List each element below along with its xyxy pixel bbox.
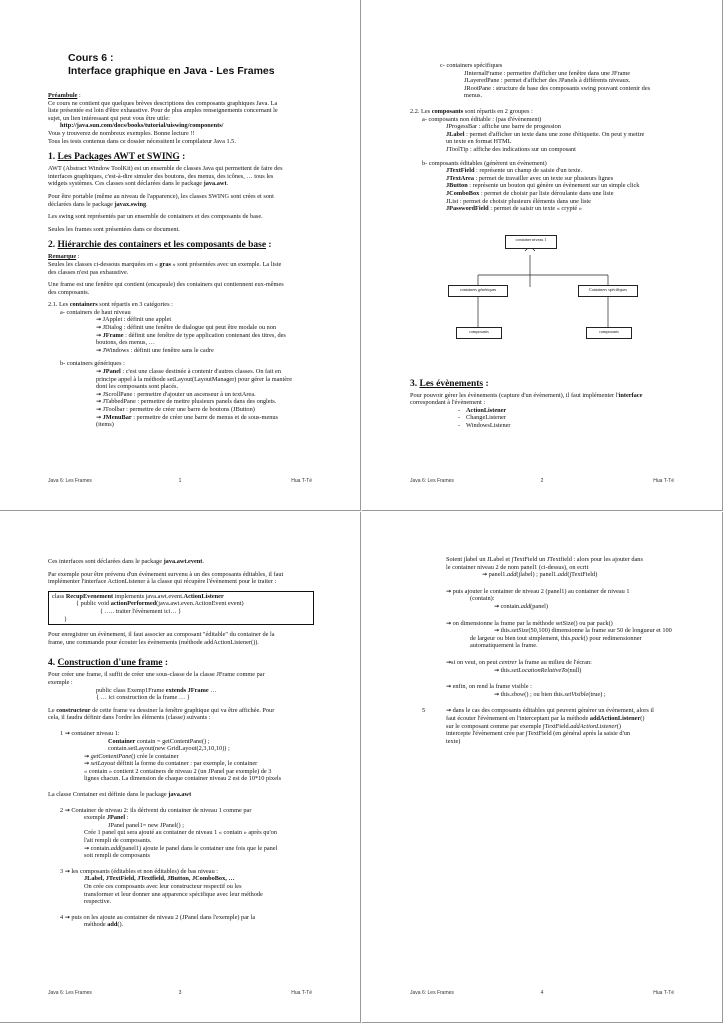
- arrow-right-icon: →: [96, 346, 102, 354]
- specific-containers: c- containers spécifiques JInternalFrame : permettre d'afficher une fenêtre dans une JFrame JLayeredPane : permet d'afficher des JPanels à différents niveaux. JRootPane : structure de base des composants swing pouvant contenir des menus.: [440, 62, 651, 100]
- section-1-paragraph-1: AWT (Abstract Window ToolKit) est un ensemble de classes Java qui permettent de faire des interfaces graphiques, c'est-à-dire simuler des boutons, des menus, des icônes, … tous les widgets systèmes. Ces classes sont déclarées dans le package java.awt.: [48, 165, 283, 188]
- box-container-niveau-1: container niveau 1: [505, 235, 557, 249]
- section-1-paragraph-4: Seules les frames sont présentées dans ce document.: [48, 225, 180, 233]
- page-number: 1: [178, 478, 182, 484]
- page-3: Ces interfaces sont déclarées dans le package java.awt.event. Par exemple pour être prévenu d'un évènement survenu à un des composants éditables, il faut implémenter l'interface ActionListener à la classe qui récupère l'évènement pour le traiter : class RecupEvenement implements java.awt.event.ActionListener { public void actionPerformed(java.awt.even.ActionEvent event) { ….. traiter l'évènement ici… } } Pour enregistrer un évènement, il faut associer au composant "éditable" du container de la frame, une commande pour écouter les évènements (méthode addActionListener()). 4. Construction d'une frame : Pour créer une frame, il suffit de créer une sous-classe de la classe JFrame comme par exemple : public class Exemp1Frame extends JFrame … { … ici construction de la frame … } Le constructeur de cette frame va dessiner la fenêtre graphique qui va être affichée. Pour cela, il faudra définir dans l'ordre les éléments (classe) suivants : 1 → container niveau 1: Container contain = getContentPane() ; contain.setLayout(new GridLayout(2,3,10,10)) ; → getContentPane() crée le container → setLayout définit la forme du container : par exemple, le container « contain » contient 2 containers de niveau 2 (un JPanel par exemple) de 3 lignes chacun. La dimension de chaque container niveau 2 est de 10*10 pixels La classe Container est définie dans le package java.awt 2 → Container de niveau 2: ils dérivent du container de niveau 1 comme par exemple JPanel : JPanel panel1= new JPanel() ; Crée 1 panel qui sera ajouté au container de niveau 1 « contain » après qu'on l'ait rempli de composants. → contain.add(panel1) ajoute le panel dans le container une fois que le panel soit rempli de composants 3 → les composants (éditables et non éditables) de bas niveau : JLabel, JTextField, JTextfield, JButton, JComboBox, … On crée ces composants avec leur constructeur respectif ou les transformer et leur donner une apparence spécifique avec leur méthode respective. 4 → puis on les ajoute au container de niveau 2 (JPanel dans l'exemple) par la méthode add(). Java 6: Les Frames 3 Hua T-Té: [0, 512, 361, 1023]
- arrow-right-icon: →: [96, 413, 102, 421]
- arrow-right-icon: →: [494, 666, 500, 674]
- step-2: 2 → Container de niveau 2: ils dérivent du container de niveau 1 comme par exemple JPanel : JPanel panel1= new JPanel() ; Crée 1 panel qui sera ajouté au container de niveau 1 « contain » après qu'on l'ait rempli de composants. → contain.add(panel1) ajoute le panel dans le container une fois que le panel soit rempli de composants: [60, 806, 278, 860]
- page-4-content: [410, 556, 676, 745]
- frame-construction-intro: Pour créer une frame, il suffit de créer une sous-classe de la classe JFrame comme par exemple : public class Exemp1Frame extends JFrame … { … ici construction de la frame … }: [48, 671, 265, 702]
- event-item: - WindowsListener: [458, 422, 511, 430]
- register-event: Pour enregistrer un évènement, il faut associer au composant "éditable" du container de la frame, une commande pour écouter les évènements (méthode addActionListener()).: [48, 631, 275, 646]
- box-composants-left: composants: [456, 327, 502, 339]
- page-2: c- containers spécifiques JInternalFrame : permettre d'afficher une fenêtre dans une JFrame JLayeredPane : permet d'afficher des JPanels à différents niveaux. JRootPane : structure de base des composants swing pouvant contenir des menus. 2.2. Les composants sont répartis en 2 groupes : a- composants non éditable : (pas d'évènement) JProgessBar : affiche une barre de progession JLabel : permet d'afficher un texte dans une zone d'étiquette. On peut y mettre un texte en format HTML JToolTip : affiche des indications sur un composant b- composants éditables (génèrent un évènement) JTextField : représente un champ de saisie d'un texte. JTextArea : permet de travailler avec un texte sur plusieurs lignes JButton : représente un bouton qui génère un évènement sur un simple click JComboBox : permet de choisir par liste déroulante dans une liste JList : permet de choisir plusieurs éléments dans une liste JPasswordField : permet de saisir un texte « crypté » container niveau 1 containers génériques Containers spécifiques composants composants 3. Les évènements : Pour pouvoir gérer les évènements (capture d'un évènement), il faut implémenter l'interface correspondant à l'évènement : - ActionListener - ChangeListener - WindowsListener Java 6: Les Frames 2 Hua T-Té: [362, 0, 723, 511]
- interfaces-package: Ces interfaces sont déclarées dans le package java.awt.event.: [48, 558, 204, 565]
- arrow-right-icon: →: [96, 398, 102, 406]
- step-3: 3 → les composants (éditables et non éditables) de bas niveau : JLabel, JTextField, JTextfield, JButton, JComboBox, … On crée ces composants avec leur constructeur respectif ou les transformer et leur donner une apparence spécifique avec leur méthode respective.: [60, 867, 263, 906]
- event-item: - ChangeListener: [458, 414, 506, 422]
- step-5: 5 → dans le cas des composants éditables qui peuvent générer un évènement, alors il faut écouter l'évènement en l'interceptant par la méthode addActionListener() sur le composant comme par exemple jTextField.addActionListener() intercepte l'évènement crée par jTextField (en général après la saisie d'un texte): [422, 707, 654, 745]
- set-size: → on dimensionne la frame par la méthode setSize() ou par pack() → this.setSize(50,100) dimensionne la frame sur 50 de longueur et 100 de largeur ou bien tout simplement, this.pack() pour redimensionner automatiquement la frame.: [446, 619, 672, 650]
- arrow-right-icon: →: [96, 331, 102, 339]
- arrow-right-icon: →: [64, 729, 70, 737]
- arrow-right-icon: →: [446, 587, 452, 595]
- box-containers-generiques: containers génériques: [448, 285, 508, 297]
- remarque: Remarque : Seules les classes ci-dessous marquées en « gras » sont présentées avec un exemple. La liste des classes n'est pas exhaustive.: [48, 253, 282, 276]
- arrow-right-icon: →: [96, 368, 102, 376]
- add-panel: → puis ajouter le container de niveau 2 (panel1) au container de niveau 1 (contain): → contain.add(panel): [446, 587, 630, 610]
- event-item: - ActionListener: [458, 406, 507, 414]
- arrow-right-icon: →: [446, 707, 452, 715]
- box-composants-right: composants: [586, 327, 632, 339]
- page-3-content: [48, 558, 314, 929]
- arrow-right-icon: →: [64, 913, 70, 921]
- box-containers-specifiques: Containers spécifiques: [578, 285, 638, 297]
- arrow-right-icon: →: [64, 867, 70, 875]
- step-4: 4 → puis on les ajoute au container de niveau 2 (JPanel dans l'exemple) par la méthode add().: [60, 913, 256, 929]
- section-2-heading: 2. Hiérarchie des containers et les composants de base :: [48, 240, 272, 251]
- arrow-right-icon: →: [96, 406, 102, 413]
- containers-list: 2.1. Les containers sont répartis en 3 catégories : a- containers de haut niveau → JApplet : définit une applet → JDialog : définit une fenêtre de dialogue qui peut être modale ou non → JFrame : définit une fenêtre de type application contenant des titres, des boutons, des menus, … → JWindows : définit une fenêtre sans le cadre b- containers génériques : → JPanel : c'est une classe destinée à contenir d'autres classes. On fait en principe appel à la méthode setLayout(LayoutManager) pour gérer la manière dont les composants sont placés. → JScrollPane : permettre d'ajouter un ascenseur à un textArea. → JTabbedPane : permettre de mettre plusieurs panels dans des onglets. → JToolbar : permettre de créer une barre de boutons (JButton) → JMenuBar : permettre de créer une barre de menus et de sous-menus (items): [48, 301, 292, 429]
- arrow-right-icon: →: [96, 324, 102, 332]
- components-list: 2.2. Les composants sont répartis en 2 groupes : a- composants non éditable : (pas d'évènement) JProgessBar : affiche une barre de progession JLabel : permet d'afficher un texte dans une zone d'étiquette. On peut y mettre un texte en format HTML JToolTip : affiche des indications sur un composant b- composants éditables (génèrent un évènement) JTextField : représente un champ de saisie d'un texte. JTextArea : permet de travailler avec un texte sur plusieurs lignes JButton : représente un bouton qui génère un évènement sur un simple click JComboBox : permet de choisir par liste déroulante dans une liste JList : permet de choisir plusieurs éléments dans une liste JPasswordField : permet de saisir un texte « crypté »: [410, 107, 645, 213]
- page-number: 4: [540, 990, 544, 996]
- arrow-right-icon: →: [482, 571, 488, 579]
- tutorial-link[interactable]: http://java.sun.com/docs/books/tutorial/uiswing/components/: [60, 122, 224, 130]
- page-1: Cours 6 : Interface graphique en Java - Les Frames Préambule : Ce cours ne contient que quelques brèves descriptions des composants graphiques Java. La liste présentée est loin d'être exhaustive. Pour de plus amples renseignements concernant le sujet, un lien intéressant qui peut vous être utile: http://java.sun.com/docs/books/tutorial/uiswing/components/ Vous y trouverez de nombreux exemples. Bonne lecture !! Tous les tests contenus dans ce dossier nécessitent le compilateur Java 1.5. 1. Les Packages AWT et SWING : AWT (Abstract Window ToolKit) est un ensemble de classes Java qui permettent de faire des interfaces graphiques, c'est-à-dire simuler des boutons, des menus, des icônes, … tous les widgets systèmes. Ces classes sont déclarées dans le package java.awt. Pour être portable (même au niveau de l'apparence), les classes SWING sont crées et sont déclarées dans le package javax.swing. Les swing sont représentés par un ensemble de containers et des composants de base. Seules les frames sont présentées dans ce document. 2. Hiérarchie des containers et les composants de base : Remarque : Seules les classes ci-dessous marquées en « gras » sont présentées avec un exemple. La liste des classes n'est pas exhaustive. Une frame est une fenêtre qui contient (encapsule) des containers qui contiennent eux-mêmes des composants. 2.1. Les containers sont répartis en 3 catégories : a- containers de haut niveau → JApplet : définit une applet → JDialog : définit une fenêtre de dialogue qui peut être modale ou non → JFrame : définit une fenêtre de type application contenant des titres, des boutons, des menus, … → JWindows : définit une fenêtre sans le cadre b- containers génériques : → JPanel : c'est une classe destinée à contenir d'autres classes. On fait en principe appel à la méthode setLayout(LayoutManager) pour gérer la manière dont les composants sont placés. → JScrollPane : permettre d'ajouter un ascenseur à un textArea. → JTabbedPane : permettre de mettre plusieurs panels dans des onglets. → JToolbar : permettre de créer une barre de boutons (JButton) → JMenuBar : permettre de créer une barre de menus et de sous-menus (items) Java 6: Les Frames 1 Hua T-Té: [0, 0, 361, 511]
- section-4-heading: 4. Construction d'une frame :: [48, 658, 169, 669]
- page-4: Soient jlabel un JLabel et jTextField un JTextfield : alors pour les ajouter dans le container niveau 2 de nom panel1 (ci-dessus), on ecrit → panel1.add(jlabel) ; panel1.add(jTextField) → puis ajouter le container de niveau 2 (panel1) au container de niveau 1 (contain): → contain.add(panel) → on dimensionne la frame par la méthode setSize() ou par pack() → this.setSize(50,100) dimensionne la frame sur 50 de longueur et 100 de largeur ou bien tout simplement, this.pack() pour redimensionner automatiquement la frame. →si on veut, on peut centrer la frame au milieu de l'écran: → this.setLocationRelativeTo(null) → enfin, on rend la frame visible : → this.show() ; ou bien this.setVisible(true) ; 5 → dans le cas des composants éditables qui peuvent générer un évènement, alors il faut écouter l'évènement en l'interceptant par la méthode addActionListener() sur le composant comme par exemple jTextField.addActionListener() intercepte l'évènement crée par jTextField (en général après la saisie d'un texte) Java 6: Les Frames 4 Hua T-Té: [362, 512, 723, 1023]
- page-1-content: [48, 52, 314, 429]
- arrow-right-icon: →: [494, 627, 500, 635]
- constructor-description: Le constructeur de cette frame va dessiner la fenêtre graphique qui va être affichée. Pour cela, il faudra définir dans l'ordre les éléments (classe) suivants :: [48, 706, 275, 722]
- arrow-right-icon: →: [84, 760, 90, 768]
- page-number: 2: [540, 478, 544, 484]
- page-2-content: [410, 62, 676, 430]
- arrow-right-icon: →: [494, 690, 500, 698]
- section-1-paragraph-2: Pour être portable (même au niveau de l'apparence), les classes SWING sont crées et sont déclarées dans le package javax.swing.: [48, 192, 274, 208]
- preambule: Préambule : Ce cours ne contient que quelques brèves descriptions des composants graphiques Java. La liste présentée est loin d'être exhaustive. Pour de plus amples renseignements concernant le sujet, un lien intéressant qui peut vous être utile: http://java.sun.com/docs/books/tutorial/uiswing/components/ Vous y trouverez de nombreux exemples. Bonne lecture !! Tous les tests contenus dans ce dossier nécessitent le compilateur Java 1.5.: [48, 92, 314, 145]
- step-1: 1 → container niveau 1: Container contain = getContentPane() ; contain.setLayout(new GridLayout(2,3,10,10)) ; → getContentPane() crée le container → setLayout définit la forme du container : par exemple, le container « contain » contient 2 containers de niveau 2 (un JPanel par exemple) de 3 lignes chacun. La dimension de chaque container niveau 2 est de 10*10 pixels: [60, 729, 282, 783]
- page-number: 3: [178, 990, 182, 996]
- arrow-right-icon: →: [96, 390, 102, 398]
- section-1-paragraph-3: Les swing sont représentés par un ensemble de containers et des composants de base.: [48, 213, 263, 221]
- arrow-right-icon: →: [84, 752, 90, 760]
- code-block-recup-evenement: class RecupEvenement implements java.awt.event.ActionListener { public void actionPerformed(java.awt.even.ActionEvent event) { ….. traiter l'évènement ici… } }: [48, 591, 314, 625]
- arrow-right-icon: →: [446, 683, 452, 691]
- arrow-right-icon: →: [446, 619, 452, 627]
- section-3-heading: 3. Les évènements :: [410, 378, 489, 389]
- arrow-right-icon: →: [446, 658, 452, 666]
- hierarchy-diagram: [448, 227, 648, 367]
- arrow-right-icon: →: [84, 844, 90, 852]
- events-intro: Pour pouvoir gérer les évènements (capture d'un évènement), il faut implémenter l'interface correspondant à l'évènement : - ActionListener - ChangeListener - WindowsListener: [410, 392, 676, 430]
- add-components: Soient jlabel un JLabel et jTextField un JTextfield : alors pour les ajouter dans le container niveau 2 de nom panel1 (ci-dessus), on ecrit → panel1.add(jlabel) ; panel1.add(jTextField): [446, 556, 643, 579]
- example-intro: Par exemple pour être prévenu d'un évènement survenu à un des composants éditables, il faut implémenter l'interface ActionListener à la classe qui récupère l'évènement pour le traiter :: [48, 570, 284, 586]
- arrow-right-icon: →: [64, 806, 70, 814]
- document-title: Cours 6 : Interface graphique en Java - Les Frames: [68, 52, 275, 77]
- center-frame: →si on veut, on peut centrer la frame au milieu de l'écran: → this.setLocationRelativeTo(null): [446, 658, 592, 674]
- frame-definition: Une frame est une fenêtre qui contient (encapsule) des containers qui contiennent eux-mêmes des composants.: [48, 281, 284, 296]
- section-1-heading: 1. Les Packages AWT et SWING :: [48, 152, 186, 163]
- container-package: La classe Container est définie dans le package java.awt: [48, 791, 192, 799]
- show-frame: → enfin, on rend la frame visible : → this.show() ; ou bien this.setVisible(true) ;: [446, 683, 606, 698]
- arrow-right-icon: →: [96, 316, 102, 324]
- arrow-right-icon: →: [494, 602, 500, 610]
